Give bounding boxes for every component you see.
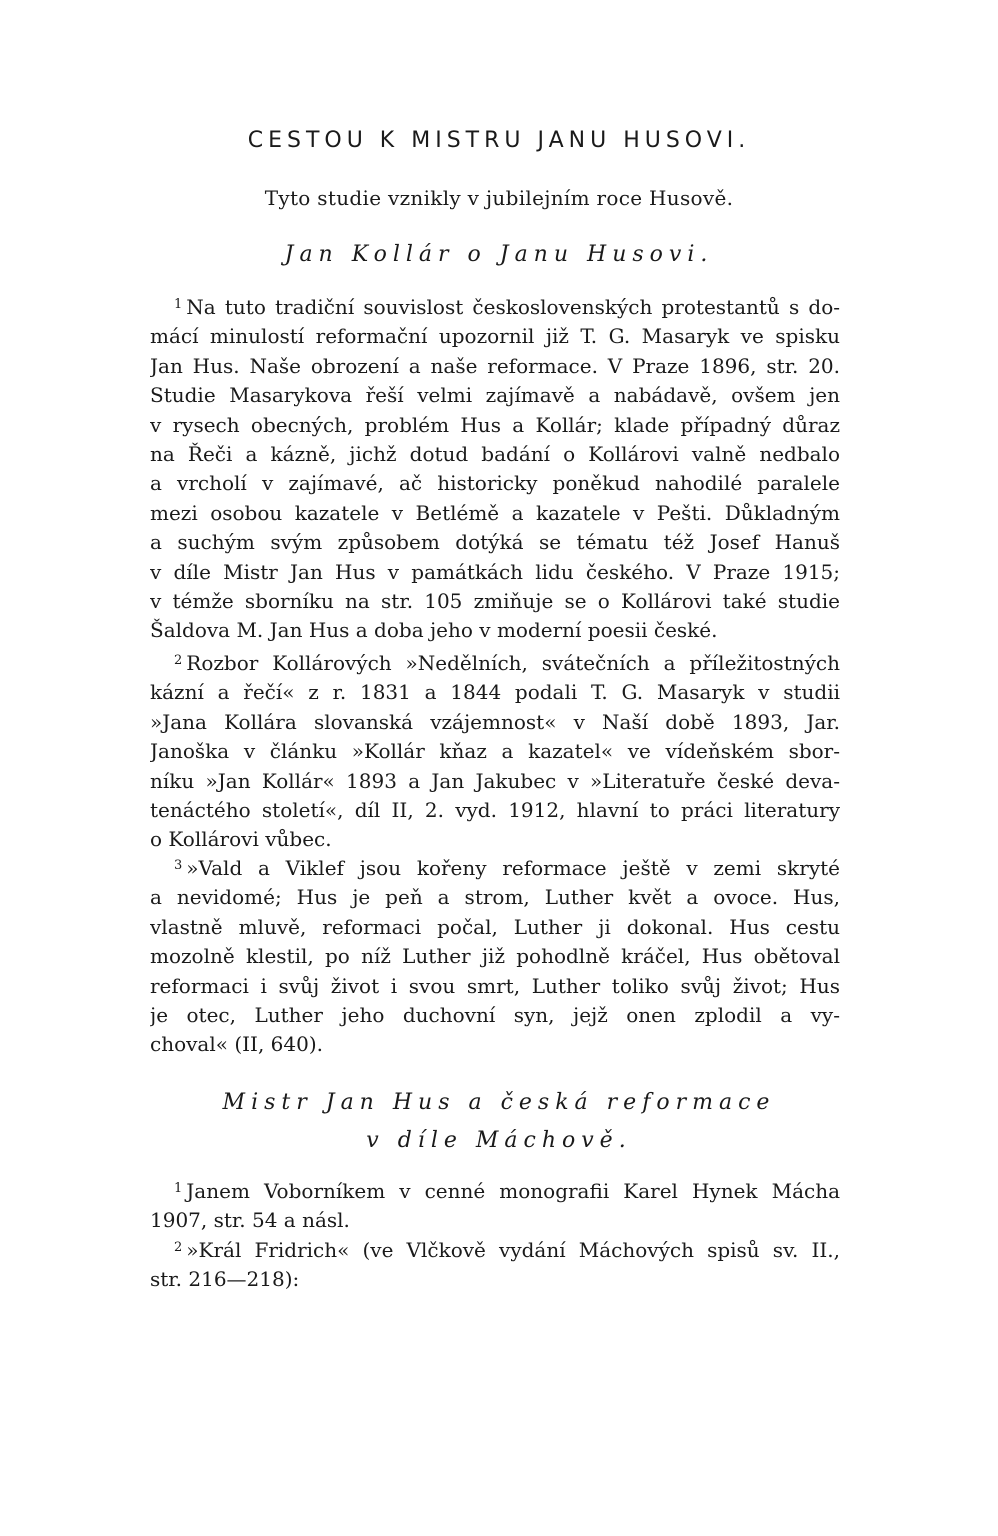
text-line: o Kollárovi vůbec. [150,827,332,852]
text-line: v rysech obecných, problém Hus a Kollár; klade případný důraz [150,412,840,437]
text-line: Studie Masarykova řeší velmi zajímavě a nabádavě, ovšem jen [150,383,840,408]
text-line: a nevidomé; Hus je peň a strom, Luther květ a ovoce. Hus, [150,885,840,910]
footnote-2 [150,646,840,855]
footnote-3 [150,851,840,1060]
text-line: mezi osobou kazatele v Betlémě a kazatele v Pešti. Důkladným [150,500,840,525]
text-line: mozolně klestil, po níž Luther již pohodlně kráčel, Hus obětoval [150,944,840,969]
text-line: v díle Mistr Jan Hus v památkách lidu českého. V Praze 1915; [150,559,840,584]
section-heading-line: Mistr Jan Hus a česká reformace [222,1090,776,1115]
footnote-2-2 [150,1233,840,1295]
page-title: CESTOU K MISTRU JANU HUSOVI. [247,128,751,153]
text-line: 1907, str. 54 a násl. [150,1208,350,1233]
text-line: Šaldova M. Jan Hus a doba jeho v moderní poesii české. [150,618,718,643]
text-line: choval« (II, 640). [150,1032,323,1057]
text-line: $^2$ »Král Fridrich« (ve Vlčkově vydání Máchových spisů sv. II., [174,1238,840,1262]
text-line: $^1$ Janem Voborníkem v cenné monografii Karel Hynek Mácha [174,1179,840,1203]
text-line: vlastně mluvě, reformaci počal, Luther ji dokonal. Hus cestu [150,914,840,939]
footnote-1 [150,290,840,646]
section-heading-macha [0,1084,998,1160]
text-line: mácí minulostí reformační upozornil již T. G. Masaryk ve spisku [150,324,840,349]
text-line: $^2$ Rozbor Kollárových »Nedělních, svátečních a příležitostných [174,651,840,675]
text-line: a suchým svým způsobem dotýká se tématu též Josef Hanuš [150,530,840,555]
text-line: Janoška v článku »Kollár kňaz a kazatel« ve vídeňském sbor- [150,739,840,764]
footnote-marker: 2 [174,653,183,668]
footnote-marker: 1 [174,1181,183,1196]
page-subtitle: Tyto studie vznikly v jubilejním roce Husově. [264,186,734,210]
section-heading-line: v díle Máchově. [366,1128,632,1153]
section-heading-kollar: Jan Kollár o Janu Husovi. [284,242,714,267]
text-line: v témže sborníku na str. 105 zmiňuje se o Kollárovi také studie [150,589,840,614]
text-line: a vrcholí v zajímavé, ač historicky poněkud nahodilé paralele [150,471,840,496]
footnote-2-1 [150,1174,840,1236]
footnote-marker: 3 [174,858,183,873]
footnote-marker: 1 [174,297,183,312]
text-line: »Jana Kollára slovanská vzájemnost« v Naší době 1893, Jar. [150,709,840,734]
text-line: níku »Jan Kollár« 1893 a Jan Jakubec v »Literatuře české deva- [150,768,840,793]
text-line: str. 216—218): [150,1267,300,1292]
text-line: $^1$ Na tuto tradiční souvislost československých protestantů s do- [174,295,840,319]
text-line: na Řeči a kázně, jichž dotud badání o Kollárovi valně nedbalo [150,442,840,467]
text-line: je otec, Luther jeho duchovní syn, jejž onen zplodil a vy- [150,1003,840,1028]
text-line: reformaci i svůj život i svou smrt, Luther toliko svůj život; Hus [150,973,840,998]
text-line: $^3$ »Vald a Viklef jsou kořeny reformace ještě v zemi skryté [174,856,840,880]
text-line: Jan Hus. Naše obrození a naše reformace. V Praze 1896, str. 20. [150,353,840,378]
text-line: tenáctého století«, díl II, 2. vyd. 1912, hlavní to práci literatury [150,798,840,823]
footnote-marker: 2 [174,1240,183,1255]
text-line: kázní a řečí« z r. 1831 a 1844 podali T. G. Masaryk v studii [150,680,840,705]
